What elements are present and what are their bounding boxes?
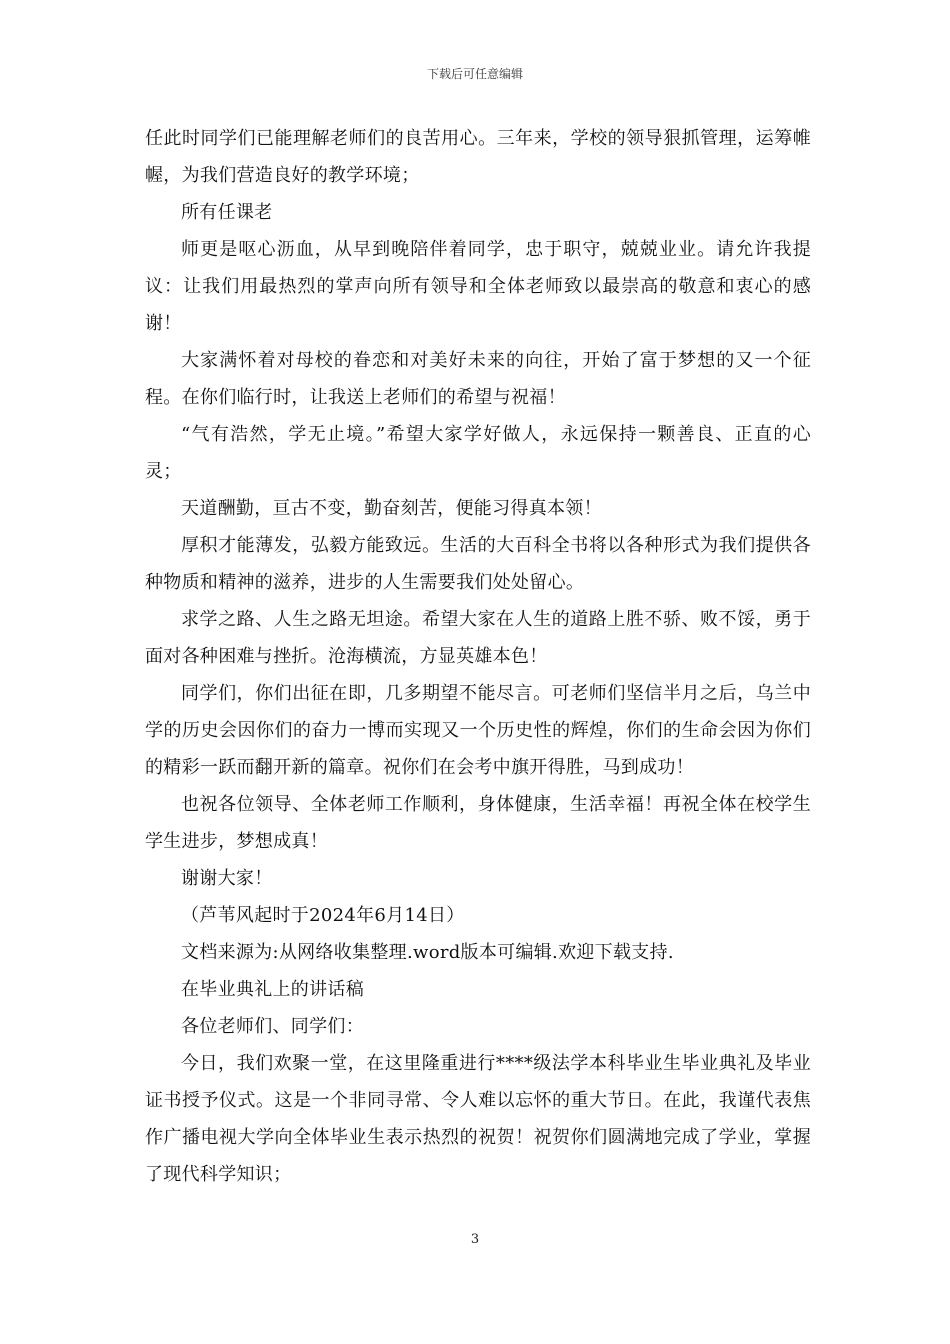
paragraph: “气有浩然，学无止境。”希望大家学好做人，永远保持一颗善良、正直的心灵； (145, 424, 811, 482)
page-number: 3 (470, 1232, 480, 1247)
paragraph: 大家满怀着对母校的眷恋和对美好未来的向往，开始了富于梦想的又一个征程。在你们临行时，让我送上老师们的希望与祝福！ (145, 350, 811, 408)
paragraph: 天道酬勤，亘古不变，勤奋刻苦，便能习得真本领！ (181, 498, 602, 519)
document-body (145, 120, 811, 1193)
paragraph: 所有任课老 (181, 202, 273, 223)
paragraph: 师更是呕心沥血，从早到晚陪伴着同学，忠于职守，兢兢业业。请允许我提议：让我们用最热烈的掌声向所有领导和全体老师致以最崇高的敬意和衷心的感谢！ (145, 239, 811, 334)
section-title: 在毕业典礼上的讲话稿 (181, 979, 364, 1000)
paragraph: 也祝各位领导、全体老师工作顺利，身体健康，生活幸福！再祝全体在校学生学生进步，梦想成真！ (145, 794, 811, 852)
paragraph: 谢谢大家！ (181, 868, 273, 889)
date-note: （芦苇风起时于2024年6月14日） (181, 905, 465, 926)
paragraph: 任此时同学们已能理解老师们的良苦用心。三年来，学校的领导狠抓管理，运筹帷幄，为我们营造良好的教学环境； (145, 128, 811, 186)
paragraph: 今日，我们欢聚一堂，在这里隆重进行****级法学本科毕业生毕业典礼及毕业证书授予仪式。这是一个非同寻常、令人难以忘怀的重大节日。在此，我谨代表焦作广播电视大学向全体毕业生表示热烈的祝贺！祝贺你们圆满地完成了学业，掌握了现代科学知识； (145, 1053, 811, 1185)
paragraph: 同学们，你们出征在即，几多期望不能尽言。可老师们坚信半月之后，乌兰中学的历史会因你们的奋力一博而实现又一个历史性的辉煌，你们的生命会因为你们的精彩一跃而翻开新的篇章。祝你们在会考中旗开得胜，马到成功！ (145, 683, 811, 778)
page-header: 下载后可任意编辑 (426, 67, 523, 81)
paragraph: 求学之路、人生之路无坦途。希望大家在人生的道路上胜不骄、败不馁，勇于面对各种困难与挫折。沧海横流，方显英雄本色！ (145, 609, 811, 667)
salutation: 各位老师们、同学们： (181, 1016, 364, 1037)
source-note: 文档来源为:从网络收集整理.word版本可编辑.欢迎下载支持. (181, 942, 674, 963)
paragraph: 厚积才能薄发，弘毅方能致远。生活的大百科全书将以各种形式为我们提供各种物质和精神的滋养，进步的人生需要我们处处留心。 (145, 535, 811, 593)
